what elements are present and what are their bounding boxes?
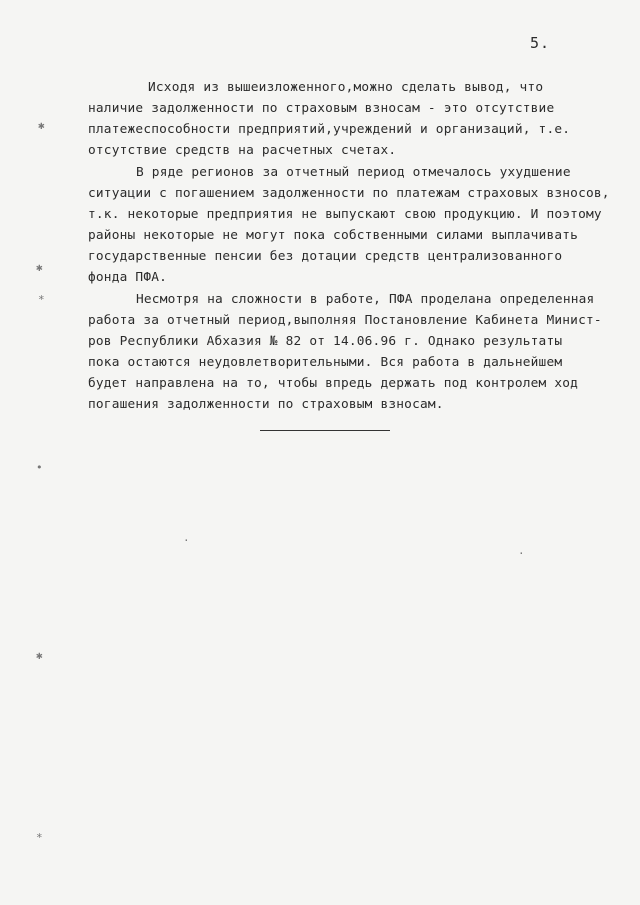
scan-speck: ∗ — [38, 291, 45, 304]
paragraph-3-line-2: работа за отчетный период,выполняя Постановление Кабинета Минист- — [88, 313, 602, 328]
paragraph-3-line-3: ров Республики Абхазия № 82 от 14.06.96 г. Однако результаты — [88, 334, 563, 349]
scan-speck: · — [183, 534, 190, 547]
scan-speck: ✱ — [38, 119, 45, 132]
paragraph-1-line-3: платежеспособности предприятий,учреждений и организаций, т.е. — [88, 122, 571, 137]
scan-speck: · — [518, 547, 525, 560]
paragraph-3-line-1: Несмотря на сложности в работе, ПФА проделана определенная — [136, 292, 595, 307]
paragraph-1-line-4: отсутствие средств на расчетных счетах. — [88, 143, 397, 158]
paragraph-2-line-4: районы некоторые не могут пока собственными силами выплачивать — [88, 228, 579, 243]
scan-speck: ✱ — [36, 649, 43, 662]
paragraph-2-line-5: государственные пенсии без дотации средств централизованного — [88, 249, 563, 264]
paragraph-3-line-6: погашения задолженности по страховым взносам. — [88, 397, 444, 412]
separator-line — [260, 430, 390, 431]
paragraph-2-line-3: т.к. некоторые предприятия не выпускают свою продукцию. И поэтому — [88, 207, 602, 222]
paragraph-1-line-2: наличие задолженности по страховым взносам - это отсутствие — [88, 101, 555, 116]
scan-speck: • — [36, 461, 43, 474]
scan-speck: ✱ — [36, 261, 43, 274]
paragraph-2-line-6: фонда ПФА. — [88, 270, 168, 285]
page-number: 5. — [530, 34, 551, 52]
paragraph-2-line-1: В ряде регионов за отчетный период отмечалось ухудшение — [136, 165, 571, 180]
paragraph-2-line-2: ситуации с погашением задолженности по платежам страховых взносов, — [88, 186, 610, 201]
paragraph-3-line-5: будет направлена на то, чтобы впредь держать под контролем ход — [88, 376, 579, 391]
paragraph-3-line-4: пока остаются неудовлетворительными. Вся работа в дальнейшем — [88, 355, 563, 370]
paragraph-1-line-1: Исходя из вышеизложенного,можно сделать вывод, что — [148, 80, 544, 95]
scan-speck: ∗ — [36, 829, 43, 842]
